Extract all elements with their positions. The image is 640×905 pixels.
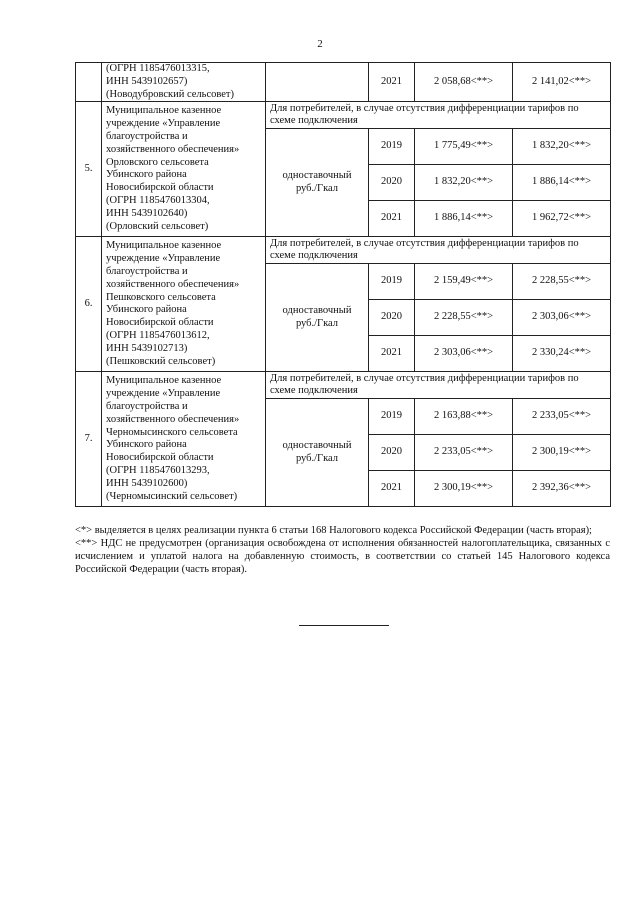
organization-cell <box>102 63 266 102</box>
unit-line: руб./Гкал <box>295 317 339 329</box>
year-cell: 2020 <box>369 300 415 336</box>
unit-line: одноставочный <box>282 440 352 452</box>
tariff-h1-cell: 2 300,19<**> <box>415 471 513 507</box>
organization-line: Убинского района <box>106 304 187 316</box>
unit-cell <box>266 399 369 507</box>
organization-line: Убинского района <box>106 169 187 181</box>
organization-line: благоустройства и <box>106 401 188 412</box>
row-number-cell: 6. <box>76 237 102 372</box>
tariff-h1-cell: 1 886,14<**> <box>415 201 513 237</box>
organization-line: (ОГРН 1185476013612, <box>106 329 210 341</box>
footnote-vat-double-star: <**> НДС не предусмотрен (организация освобождена от исполнения обязанностей налогоплательщика, связанных с исчислением и уплатой налога на добавленную стоимость, в соответствии со статьей 145 Налогового кодекса Российской Федерации (часть вторая). <box>75 538 610 575</box>
organization-line: учреждение «Управление <box>106 253 221 265</box>
tariff-h2-cell: 2 392,36<**> <box>513 471 611 507</box>
footnote-vat-single-star: <*> выделяется в целях реализации пункта 6 статьи 168 Налогового кодекса Российской Федерации (часть вторая); <box>75 525 592 536</box>
organization-line: Убинского района <box>106 439 187 451</box>
tariff-h2-cell: 2 330,24<**> <box>513 336 611 372</box>
year-cell: 2021 <box>369 336 415 372</box>
organization-line: (ОГРН 1185476013315, <box>106 63 210 74</box>
tariff-table <box>75 62 611 507</box>
closing-divider <box>299 625 389 626</box>
tariff-h2-cell: 2 300,19<**> <box>513 435 611 471</box>
table-row <box>76 102 611 129</box>
table-row <box>76 63 611 102</box>
organization-line: ИНН 5439102600) <box>106 477 188 489</box>
tariff-h2-cell: 2 141,02<**> <box>513 63 611 102</box>
organization-line: (Черномысинский сельсовет) <box>106 490 238 502</box>
organization-line: хозяйственного обеспечения» <box>106 143 240 155</box>
year-cell: 2019 <box>369 129 415 165</box>
organization-line: Муниципальное казенное <box>106 375 222 387</box>
unit-line: руб./Гкал <box>295 182 339 194</box>
row-number-cell: 5. <box>76 102 102 237</box>
organization-line: благоустройства и <box>106 131 188 142</box>
year-cell: 2021 <box>369 63 415 102</box>
organization-line: Муниципальное казенное <box>106 105 222 117</box>
tariff-h1-cell: 2 058,68<**> <box>415 63 513 102</box>
organization-line: ИНН 5439102713) <box>106 342 188 354</box>
organization-line: ИНН 5439102657) <box>106 75 188 87</box>
organization-line: хозяйственного обеспечения» <box>106 278 240 290</box>
year-cell: 2021 <box>369 471 415 507</box>
unit-cell <box>266 264 369 372</box>
row-number-cell <box>76 63 102 102</box>
tariff-h2-cell: 1 832,20<**> <box>513 129 611 165</box>
tariff-h2-cell: 2 228,55<**> <box>513 264 611 300</box>
year-cell: 2020 <box>369 435 415 471</box>
tariff-h1-cell: 2 228,55<**> <box>415 300 513 336</box>
organization-cell <box>102 372 266 507</box>
table-row <box>76 372 611 399</box>
organization-line: благоустройства и <box>106 266 188 277</box>
organization-line: Новосибирской области <box>106 317 214 329</box>
tariff-h2-cell: 2 303,06<**> <box>513 300 611 336</box>
organization-line: Новосибирской области <box>106 452 214 464</box>
footnotes <box>75 524 610 576</box>
tariff-h1-cell: 2 303,06<**> <box>415 336 513 372</box>
tariff-h2-cell: 1 962,72<**> <box>513 201 611 237</box>
organization-line: Муниципальное казенное <box>106 240 222 252</box>
page-number: 2 <box>317 38 323 50</box>
tariff-h2-cell: 2 233,05<**> <box>513 399 611 435</box>
tariff-h1-cell: 2 159,49<**> <box>415 264 513 300</box>
organization-line: (ОГРН 1185476013304, <box>106 194 210 206</box>
unit-cell <box>266 129 369 237</box>
year-cell: 2019 <box>369 264 415 300</box>
row-number-cell: 7. <box>76 372 102 507</box>
organization-line: хозяйственного обеспечения» <box>106 413 240 425</box>
unit-cell <box>266 63 369 102</box>
tariff-h1-cell: 2 233,05<**> <box>415 435 513 471</box>
organization-cell <box>102 102 266 237</box>
condition-cell: Для потребителей, в случае отсутствия дифференциации тарифов по схеме подключения <box>266 372 611 399</box>
organization-line: учреждение «Управление <box>106 388 221 400</box>
organization-line: Черномысинского сельсовета <box>106 426 238 438</box>
organization-line: (ОГРН 1185476013293, <box>106 464 210 476</box>
unit-line: руб./Гкал <box>295 452 339 464</box>
organization-line: Пешковского сельсовета <box>106 291 216 303</box>
tariff-h2-cell: 1 886,14<**> <box>513 165 611 201</box>
tariff-h1-cell: 2 163,88<**> <box>415 399 513 435</box>
unit-line: одноставочный <box>282 170 352 182</box>
tariff-h1-cell: 1 832,20<**> <box>415 165 513 201</box>
organization-cell <box>102 237 266 372</box>
organization-line: Новосибирской области <box>106 182 214 194</box>
organization-line: (Орловский сельсовет) <box>106 220 209 232</box>
organization-line: ИНН 5439102640) <box>106 207 188 219</box>
condition-cell: Для потребителей, в случае отсутствия дифференциации тарифов по схеме подключения <box>266 102 611 129</box>
organization-line: Орловского сельсовета <box>106 156 209 168</box>
organization-line: учреждение «Управление <box>106 118 221 130</box>
unit-line: одноставочный <box>282 305 352 317</box>
table-row <box>76 237 611 264</box>
year-cell: 2020 <box>369 165 415 201</box>
organization-line: (Пешковский сельсовет) <box>106 355 216 367</box>
tariff-h1-cell: 1 775,49<**> <box>415 129 513 165</box>
organization-line: (Новодубровский сельсовет) <box>106 88 235 100</box>
year-cell: 2019 <box>369 399 415 435</box>
condition-cell: Для потребителей, в случае отсутствия дифференциации тарифов по схеме подключения <box>266 237 611 264</box>
year-cell: 2021 <box>369 201 415 237</box>
